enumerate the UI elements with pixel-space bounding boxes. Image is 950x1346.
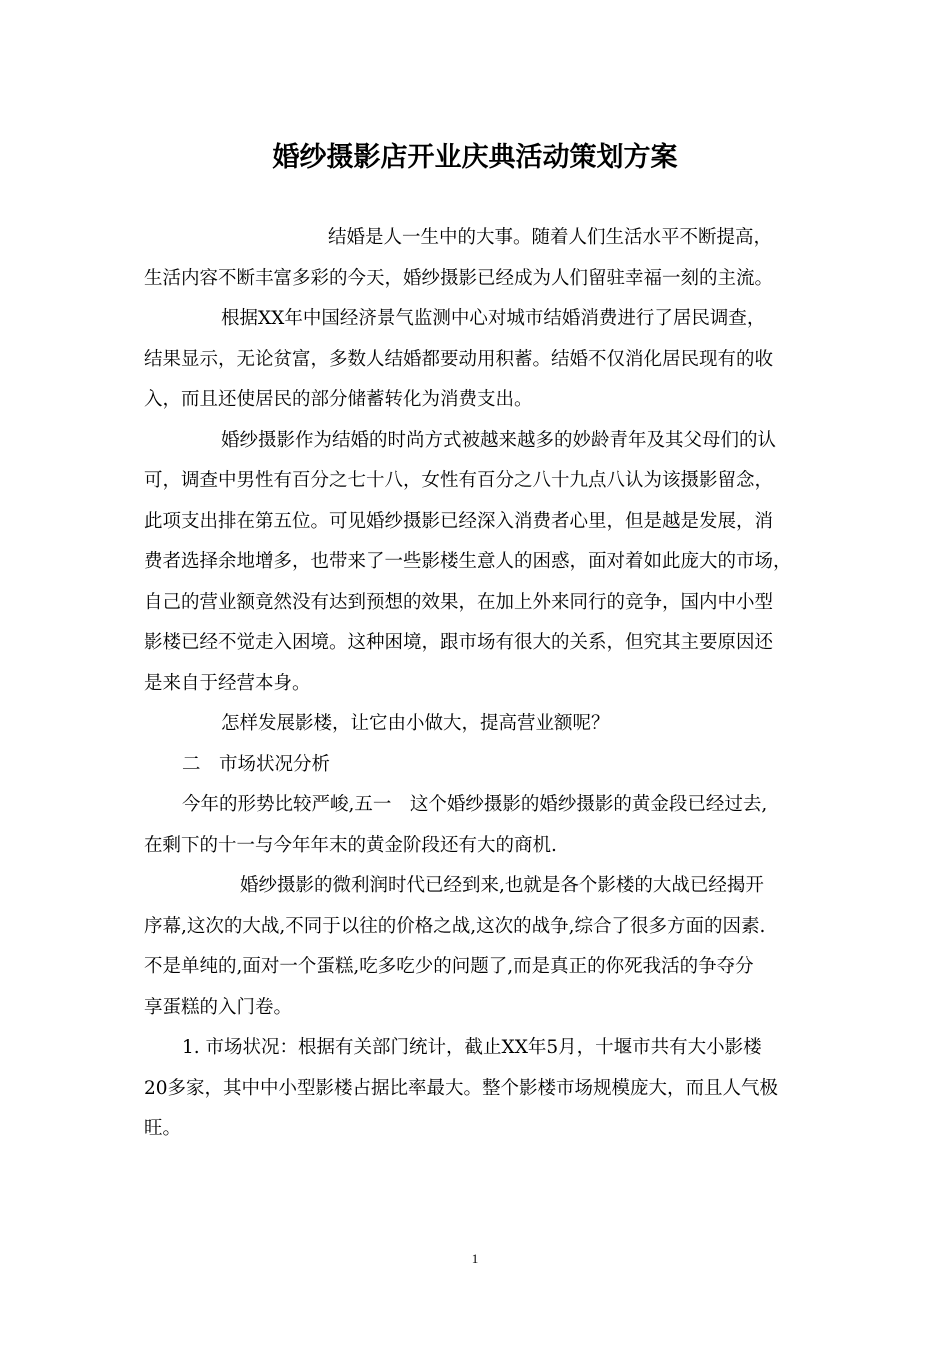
document-body — [144, 218, 816, 1150]
paragraph-line: 20多家，其中中小型影楼占据比率最大。整个影楼市场规模庞大，而且人气极 — [144, 1077, 779, 1099]
paragraph-line: 影楼已经不觉走入困境。这种困境，跟市场有很大的关系，但究其主要原因还 — [144, 632, 774, 653]
paragraph-line: 旺。 — [144, 1118, 182, 1139]
section-heading: 二 市场状况分析 — [182, 753, 331, 775]
page-number: 1 — [471, 1251, 479, 1266]
page-title: 婚纱摄影店开业庆典活动策划方案 — [272, 142, 678, 173]
paragraph-line: 序幕,这次的大战,不同于以往的价格之战,这次的战争,综合了很多方面的因素. — [144, 915, 766, 937]
paragraph-line: 根据XX年中国经济景气监测中心对城市结婚消费进行了居民调查， — [221, 308, 766, 329]
paragraph-line: 婚纱摄影作为结婚的时尚方式被越来越多的妙龄青年及其父母们的认 — [221, 429, 777, 451]
paragraph-line: 不是单纯的,面对一个蛋糕,吃多吃少的问题了,而是真正的你死我活的争夺分 — [144, 956, 754, 977]
paragraph-line: 费者选择余地增多，也带来了一些影楼生意人的困惑，面对着如此庞大的市场， — [144, 551, 792, 572]
paragraph-line: 自己的营业额竟然没有达到预想的效果，在加上外来同行的竞争，国内中小型 — [144, 591, 774, 613]
paragraph-line: 今年的形势比较严峻,五一 这个婚纱摄影的婚纱摄影的黄金段已经过去, — [182, 794, 768, 815]
paragraph-line: 结果显示，无论贫富，多数人结婚都要动用积蓄。结婚不仅消化居民现有的收 — [144, 348, 774, 370]
paragraph-line: 享蛋糕的入门卷。 — [144, 996, 293, 1018]
paragraph-line: 是来自于经营本身。 — [144, 672, 311, 694]
paragraph-line: 此项支出排在第五位。可见婚纱摄影已经深入消费者心里，但是越是发展，消 — [144, 510, 774, 532]
paragraph-line: 生活内容不断丰富多彩的今天，婚纱摄影已经成为人们留驻幸福一刻的主流。 — [144, 267, 774, 289]
paragraph-line: 可，调查中男性有百分之七十八，女性有百分之八十九点八认为该摄影留念， — [144, 470, 774, 491]
paragraph-line: 怎样发展影楼，让它由小做大，提高营业额呢？ — [221, 713, 610, 734]
paragraph-line: 在剩下的十一与今年年末的黄金阶段还有大的商机. — [144, 834, 557, 856]
paragraph-line: 1. 市场状况：根据有关部门统计，截止XX年5月，十堰市共有大小影楼 — [182, 1037, 762, 1058]
paragraph-line: 结婚是人一生中的大事。随着人们生活水平不断提高， — [328, 227, 773, 248]
paragraph-line: 婚纱摄影的微利润时代已经到来,也就是各个影楼的大战已经揭开 — [240, 875, 764, 896]
paragraph-line: 入，而且还使居民的部分储蓄转化为消费支出。 — [144, 389, 533, 410]
